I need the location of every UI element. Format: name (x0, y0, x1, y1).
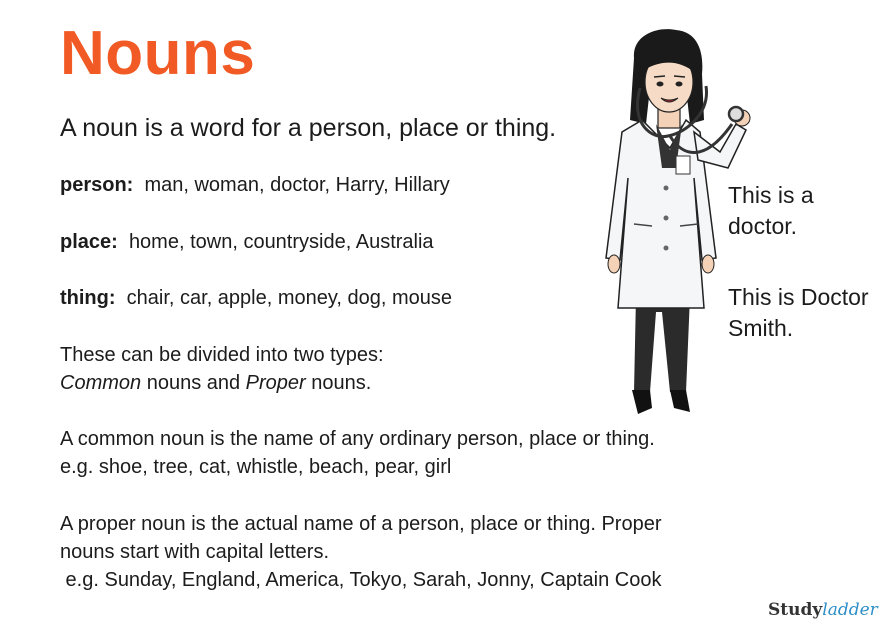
category-examples: man, woman, doctor, Harry, Hillary (144, 174, 450, 196)
proper-examples: e.g. Sunday, England, America, Tokyo, Sarah, Jonny, Captain Cook (60, 569, 662, 591)
category-label: place: (60, 231, 118, 253)
caption-line: This is Doctor (728, 284, 869, 310)
raised-arm (694, 124, 746, 168)
proper-definition-cont: nouns start with capital letters. (60, 541, 330, 563)
category-place (60, 229, 434, 255)
common-noun-paragraph (60, 425, 655, 481)
types-line-2 (60, 369, 384, 397)
proper-definition: A proper noun is the actual name of a person, place or thing. Proper (60, 513, 662, 535)
proper-word: Proper (245, 372, 306, 394)
category-examples: home, town, countryside, Australia (128, 231, 434, 253)
category-person (60, 172, 450, 198)
brand-part-2: ladder (822, 600, 878, 620)
types-mid: nouns and (141, 372, 246, 394)
shoe-left (632, 390, 652, 414)
types-paragraph (60, 341, 384, 397)
page-title: Nouns (60, 19, 256, 88)
types-end: nouns. (305, 372, 372, 394)
caption-line: Smith. (728, 315, 794, 341)
shoe-right (670, 390, 690, 412)
definition-text: A noun is a word for a person, place or thing. (60, 114, 557, 142)
category-label: person: (60, 174, 134, 196)
category-label: thing: (60, 287, 116, 309)
types-line: These can be divided into two types: (60, 344, 384, 366)
category-thing (60, 285, 452, 311)
caption-line: This is a (728, 182, 814, 208)
common-examples: e.g. shoe, tree, cat, whistle, beach, pear, girl (60, 456, 452, 478)
legs (634, 296, 690, 392)
doctor-illustration (594, 28, 764, 420)
proper-noun-paragraph (60, 510, 661, 594)
common-word: Common (60, 372, 142, 394)
badge (676, 156, 690, 174)
common-definition: A common noun is the name of any ordinary person, place or thing. (60, 428, 655, 450)
brand-logo (768, 600, 878, 620)
stethoscope-chestpiece (729, 107, 743, 121)
category-examples: chair, car, apple, money, dog, mouse (126, 287, 453, 309)
brand-part-1: Study (768, 600, 823, 620)
caption-line: doctor. (728, 213, 798, 239)
